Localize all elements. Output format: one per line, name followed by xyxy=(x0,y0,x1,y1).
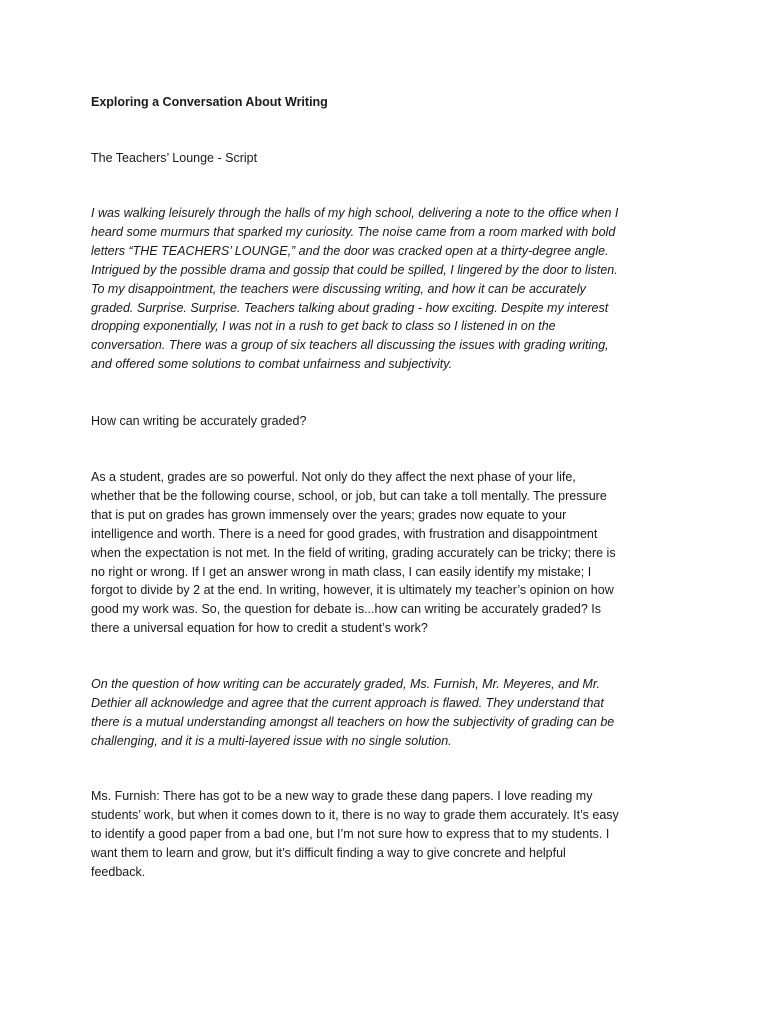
intro-line: heard some murmurs that sparked my curiosity. The noise came from a room marked with bold xyxy=(91,224,616,239)
intro-line: To my disappointment, the teachers were discussing writing, and how it can be accurately xyxy=(91,281,586,296)
ms-furnish-dialogue xyxy=(91,787,675,882)
script-subtitle: The Teachers’ Lounge - Script xyxy=(91,151,258,165)
furnish-line: Ms. Furnish: There has got to be a new way to grade these dang papers. I love reading my xyxy=(91,789,593,803)
summary-line: challenging, and it is a multi-layered issue with no single solution. xyxy=(91,733,452,748)
furnish-line: want them to learn and grow, but it’s difficult finding a way to give concrete and helpful xyxy=(91,845,566,860)
student-line: intelligence and worth. There is a need for good grades, with frustration and disappointment xyxy=(91,526,598,541)
intro-line: Intrigued by the possible drama and gossip that could be spilled, I lingered by the door to listen. xyxy=(91,262,618,277)
student-line: that is put on grades has grown immensely over the years; grades now equate to your xyxy=(91,507,567,522)
student-line: As a student, grades are so powerful. Not only do they affect the next phase of your life, xyxy=(91,470,576,484)
furnish-line: students’ work, but when it comes down to it, there is no way to grade them accurately. It’s easy xyxy=(91,807,619,822)
student-line: good my work was. So, the question for debate is...how can writing be accurately graded? Is xyxy=(91,602,601,617)
student-line: when the expectation is not met. In the field of writing, grading accurately can be tricky; there is xyxy=(91,545,616,560)
furnish-line: feedback. xyxy=(91,864,146,879)
summary-line: On the question of how writing can be accurately graded, Ms. Furnish, Mr. Meyeres, and Mr. xyxy=(91,677,601,691)
student-perspective-paragraph xyxy=(91,468,675,638)
student-line: there a universal equation for how to credit a student’s work? xyxy=(91,621,428,636)
document-title: Exploring a Conversation About Writing xyxy=(91,95,328,109)
student-line: forgot to divide by 2 at the end. In writing, however, it is ultimately my teacher’s opinion on how xyxy=(91,583,614,598)
question-heading: How can writing be accurately graded? xyxy=(91,414,307,428)
intro-line: I was walking leisurely through the halls of my high school, delivering a note to the office when I xyxy=(91,206,619,220)
student-line: no right or wrong. If I get an answer wrong in math class, I can easily identify my mistake; I xyxy=(91,564,592,579)
intro-line: letters “THE TEACHERS’ LOUNGE,” and the door was cracked open at a thirty-degree angle. xyxy=(91,243,609,258)
intro-line: dropping exponentially, I was not in a rush to get back to class so I listened in on the xyxy=(91,319,556,334)
intro-paragraph xyxy=(91,204,675,374)
teachers-summary-paragraph xyxy=(91,675,675,751)
intro-line: and offered some solutions to combat unfairness and subjectivity. xyxy=(91,357,453,372)
furnish-line: to identify a good paper from a bad one, but I’m not sure how to express that to my students. I xyxy=(91,826,610,841)
student-line: whether that be the following course, school, or job, but can take a toll mentally. The pressure xyxy=(91,488,607,503)
intro-line: graded. Surprise. Surprise. Teachers talking about grading - how exciting. Despite my interest xyxy=(91,300,609,315)
summary-line: Dethier all acknowledge and agree that the current approach is flawed. They understand that xyxy=(91,695,604,710)
intro-line: conversation. There was a group of six teachers all discussing the issues with grading writing, xyxy=(91,338,609,353)
summary-line: there is a mutual understanding amongst all teachers on how the subjectivity of grading can be xyxy=(91,714,615,729)
